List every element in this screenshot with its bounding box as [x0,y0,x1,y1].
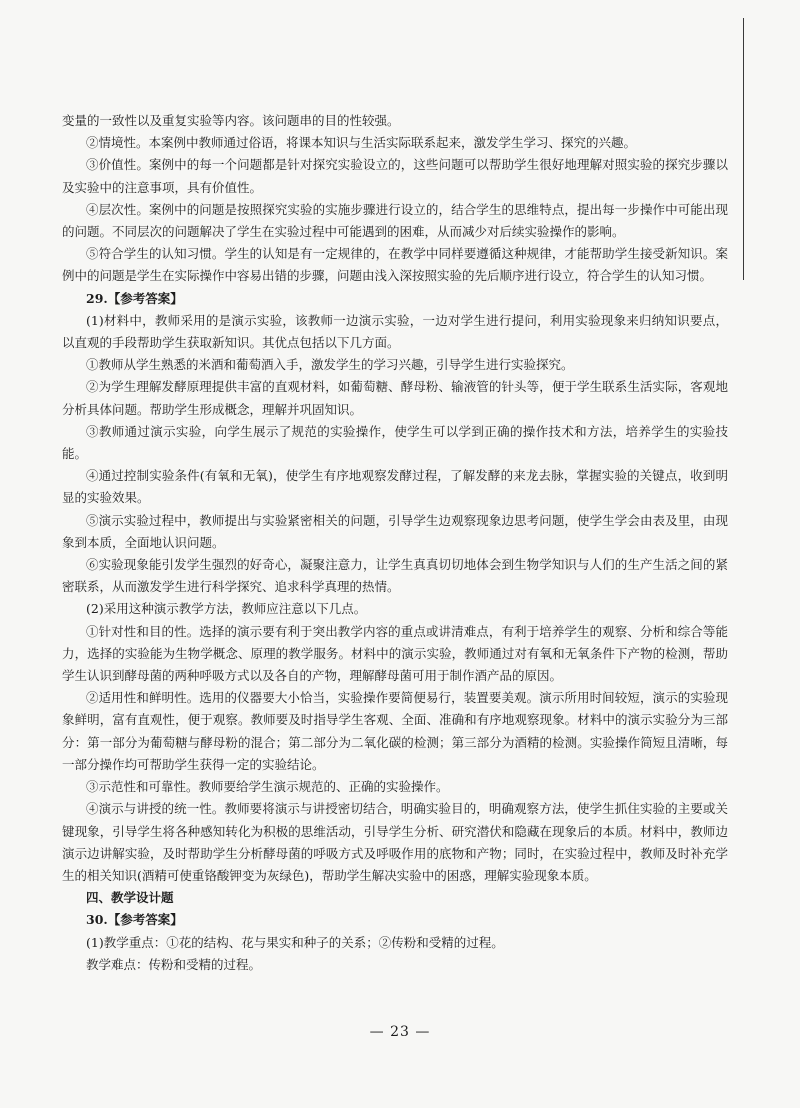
q30-heading: 30.【参考答案】 [86,912,183,928]
paragraph: ④演示与讲授的统一性。教师要将演示与讲授密切结合，明确实验目的，明确观察方法，使学生抓住实验的主要或关键现象，引导学生将各种感知转化为积极的思维活动，引导学生分析、研究潜伏和隐藏在现象后的本质。材料中，教师边演示边讲解实验，及时帮助学生分析酵母菌的呼吸方式及呼吸作用的底物和产物；同时，在实验过程中，教师及时补充学生的相关知识(酒精可使重铬酸钾变为灰绿色)，帮助学生解决实验中的困惑，理解实验现象本质。 [62,801,728,883]
paragraph: 教学难点：传粉和受精的过程。 [86,956,262,972]
section-heading: 四、教学设计题 [86,890,174,906]
paragraph: ④通过控制实验条件(有氧和无氧)，使学生有序地观察发酵过程，了解发酵的来龙去脉，掌握实验的关键点，收到明显的实验效果。 [62,468,728,506]
page-body [62,110,728,976]
paragraph: ③价值性。案例中的每一个问题都是针对探究实验设立的，这些问题可以帮助学生很好地理解对照实验的探究步骤以及实验中的注意事项，具有价值性。 [62,157,728,195]
paragraph: ④层次性。案例中的问题是按照探究实验的实施步骤进行设立的，结合学生的思维特点，提出每一步操作中可能出现的问题。不同层次的问题解决了学生在实验过程中可能遇到的困难，从而减少对后续实验操作的影响。 [62,201,728,240]
q29-heading: 29.【参考答案】 [86,290,183,306]
paragraph: ①针对性和目的性。选择的演示要有利于突出教学内容的重点或讲清难点，有利于培养学生的观察、分析和综合等能力，选择的实验能为生物学概念、原理的教学服务。材料中的演示实验，教师通过对有氧和无氧条件下产物的检测，帮助学生认识到酵母菌的两种呼吸方式以及各自的产物，理解酵母菌可用于制作酒产品的原因。 [62,623,728,684]
paragraph: ③教师通过演示实验，向学生展示了规范的实验操作，使学生可以学到正确的操作技术和方法，培养学生的实验技能。 [62,423,728,462]
paragraph: (1)教学重点：①花的结构、花与果实和种子的关系；②传粉和受精的过程。 [86,934,504,950]
paragraph: ①教师从学生熟悉的米酒和葡萄酒入手，激发学生的学习兴趣，引导学生进行实验探究。 [86,357,574,373]
paragraph: ②为学生理解发酵原理提供丰富的直观材料，如葡萄糖、酵母粉、输液管的针头等，便于学生联系生活实际，客观地分析具体问题。帮助学生形成概念，理解并巩固知识。 [62,379,728,417]
paragraph: ②适用性和鲜明性。选用的仪器要大小恰当，实验操作要简便易行，装置要美观。演示所用时间较短，演示的实验现象鲜明，富有直观性，便于观察。教师要及时指导学生客观、全面、准确和有序地观察现象。材料中的演示实验分为三部分：第一部分为葡萄糖与酵母粉的混合；第二部分为二氧化碳的检测；第三部分为酒精的检测。实验操作简短且清晰，每一部分操作均可帮助学生获得一定的实验结论。 [62,690,728,772]
paragraph: (1)材料中，教师采用的是演示实验，该教师一边演示实验，一边对学生进行提问，利用实验现象来归纳知识要点，以直观的手段帮助学生获取新知识。其优点包括以下几方面。 [62,312,728,351]
page-number: — 23 — [369,1024,431,1040]
paragraph: (2)采用这种演示教学方法，教师应注意以下几点。 [86,601,367,617]
paragraph: ⑤符合学生的认知习惯。学生的认知是有一定规律的，在教学中同样要遵循这种规律，才能帮助学生接受新知识。案例中的问题是学生在实际操作中容易出错的步骤，问题由浅入深按照实验的先后顺序进行设立，符合学生的认知习惯。 [62,246,728,284]
paragraph: ⑤演示实验过程中，教师提出与实验紧密相关的问题，引导学生边观察现象边思考问题，使学生学会由表及里，由现象到本质，全面地认识问题。 [62,512,728,550]
paragraph: ③示范性和可靠性。教师要给学生演示规范的、正确的实验操作。 [86,779,449,795]
scan-edge-line [743,18,744,280]
paragraph: ⑥实验现象能引发学生强烈的好奇心，凝聚注意力，让学生真真切切地体会到生物学知识与人们的生产生活之间的紧密联系，从而激发学生进行科学探究、追求科学真理的热情。 [62,557,728,595]
paragraph: ②情境性。本案例中教师通过俗语，将课本知识与生活实际联系起来，激发学生学习、探究的兴趣。 [86,135,637,151]
paragraph: 变量的一致性以及重复实验等内容。该问题串的目的性较强。 [62,113,400,128]
